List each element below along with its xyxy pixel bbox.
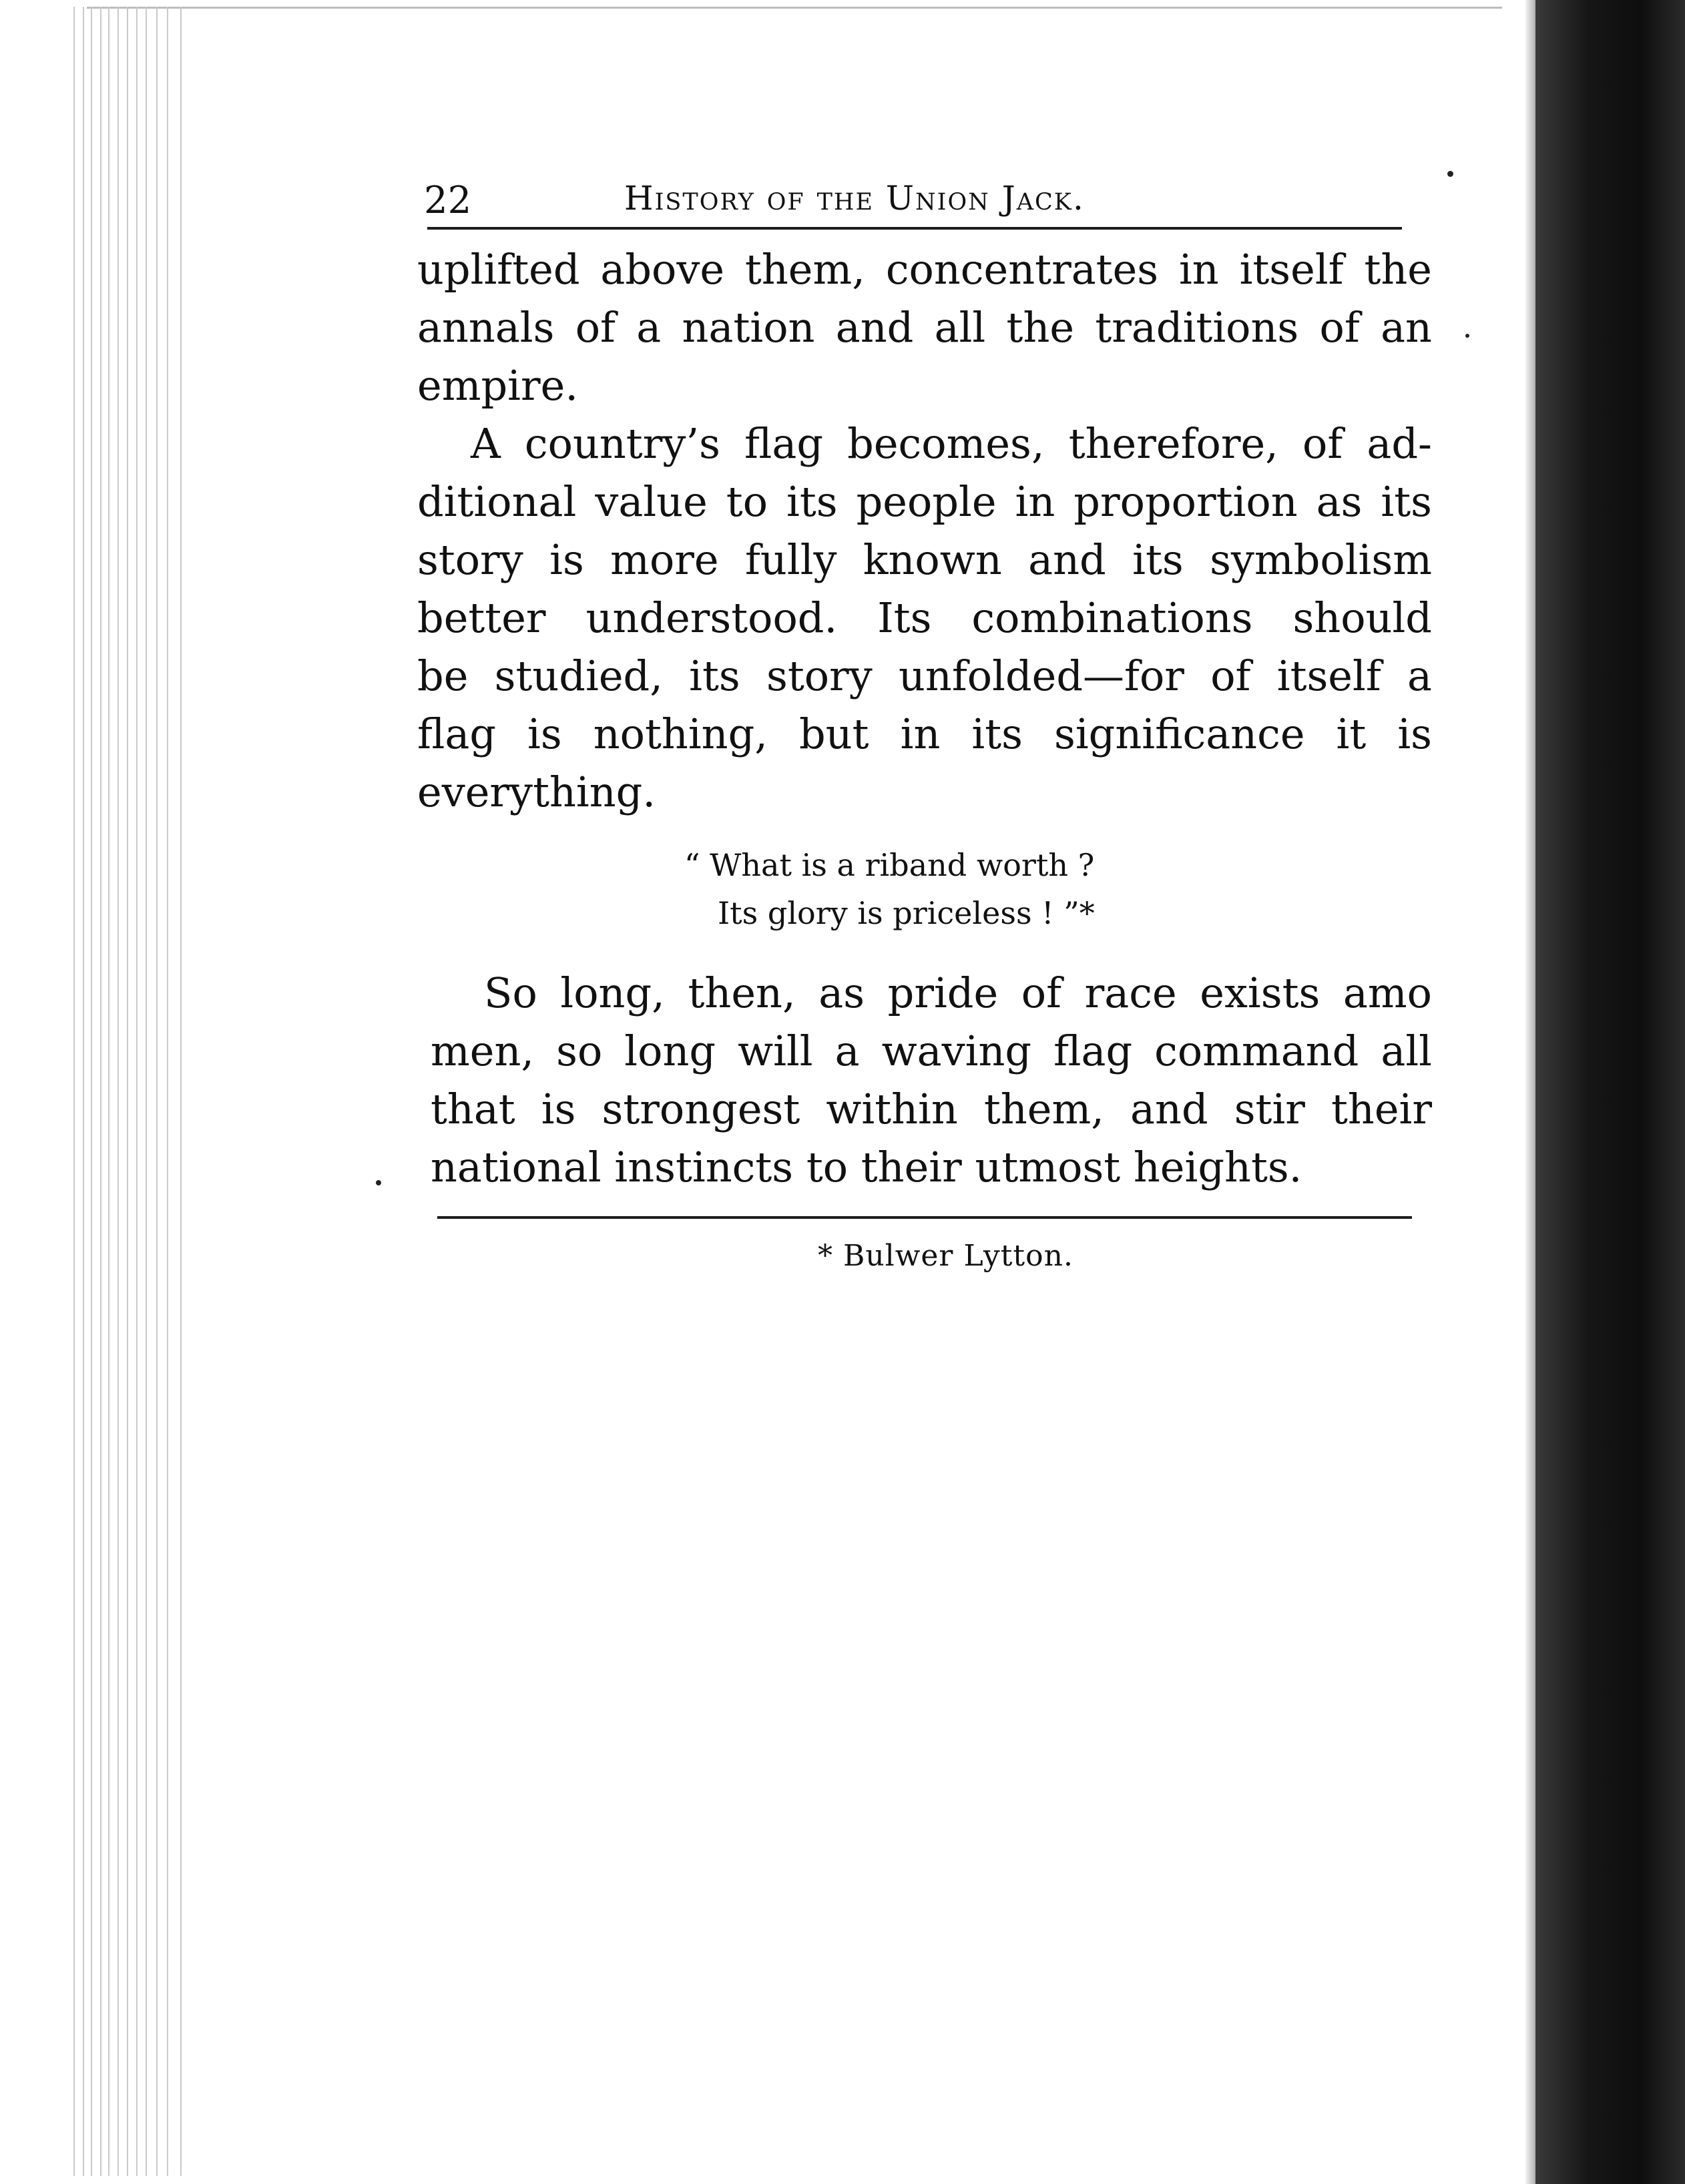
text-line: better understood. Its combinations should bbox=[417, 593, 1432, 642]
text-line: story is more fully known and its symbolism bbox=[417, 535, 1432, 584]
text-line: everything. bbox=[417, 768, 656, 816]
footnote-rule bbox=[437, 1216, 1412, 1219]
running-title: History of the Union Jack. bbox=[624, 179, 1085, 218]
text-line: national instincts to their utmost heights. bbox=[431, 1143, 1302, 1191]
text-line: be studied, its story unfolded—for of itself a bbox=[417, 651, 1432, 700]
quote-line: Its glory is priceless ! ”* bbox=[718, 895, 1095, 931]
page-number: 22 bbox=[424, 179, 472, 222]
text-line: flag is nothing, but in its significance it is bbox=[417, 710, 1432, 758]
text-line: So long, then, as pride of race exists amo bbox=[484, 969, 1432, 1017]
speck bbox=[1447, 171, 1453, 177]
stacked-page-edges bbox=[73, 0, 247, 2184]
text-line: annals of a nation and all the traditions of an bbox=[417, 303, 1432, 352]
text-line: empire. bbox=[417, 361, 579, 410]
text-line: ditional value to its people in proportion as its bbox=[417, 477, 1432, 526]
block-quote bbox=[417, 841, 1432, 937]
paragraph-1 bbox=[417, 240, 1432, 415]
text-line: A country’s flag becomes, therefore, of ad- bbox=[471, 419, 1432, 468]
text-line: men, so long will a waving flag command all bbox=[431, 1027, 1432, 1075]
quote-line: “ What is a riband worth ? bbox=[684, 847, 1095, 883]
page-top-edge bbox=[87, 7, 1502, 9]
header-rule bbox=[427, 227, 1402, 230]
text-line: that is strongest within them, and stir their bbox=[431, 1085, 1432, 1133]
book-binding bbox=[1535, 0, 1685, 2184]
body-text bbox=[417, 240, 1432, 1196]
footnote: * Bulwer Lytton. bbox=[818, 1239, 1073, 1273]
page-content bbox=[417, 160, 1432, 1273]
speck bbox=[376, 1180, 381, 1185]
paragraph-3 bbox=[417, 964, 1432, 1196]
paragraph-2 bbox=[417, 415, 1432, 821]
speck bbox=[1465, 334, 1469, 338]
running-head bbox=[417, 160, 1432, 234]
text-line: uplifted above them, concentrates in itself the bbox=[417, 245, 1432, 294]
